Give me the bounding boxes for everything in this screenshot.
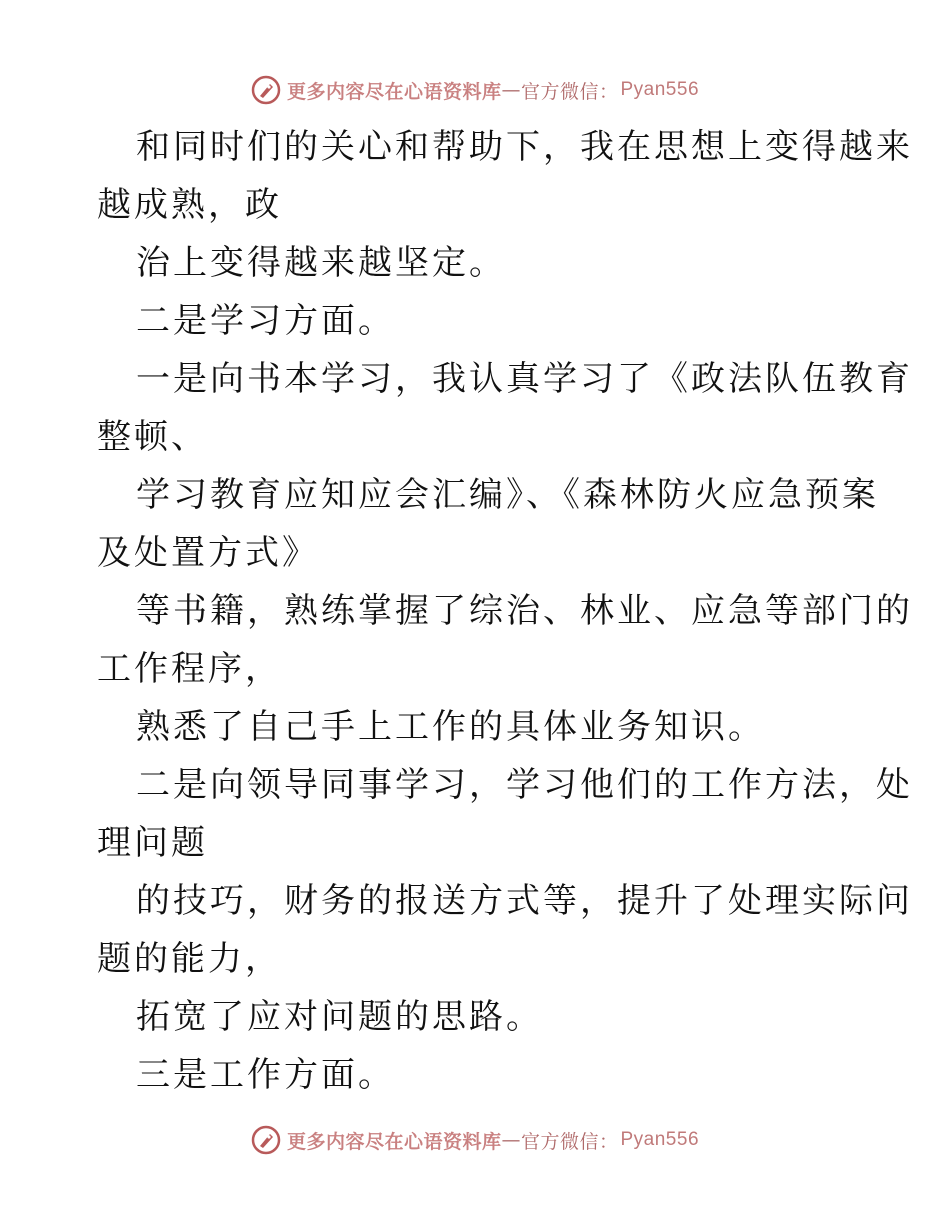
text-line: 拓宽了应对问题的思路。: [136, 997, 543, 1037]
watermark-separator: —: [501, 79, 521, 101]
watermark-separator: —: [501, 1129, 521, 1151]
watermark-main-text: 更多内容尽在心语资料库: [286, 1130, 502, 1153]
text-line: 二是学习方面。: [136, 301, 395, 341]
text-line: 一是向书本学习，我认真学习了《政法队伍教育: [136, 359, 913, 399]
pen-nib-logo-icon: [251, 75, 281, 105]
text-line: 越成熟，政: [97, 185, 282, 225]
watermark-sub-text: 官方微信：: [520, 1130, 619, 1153]
text-line: 的技巧，财务的报送方式等，提升了处理实际问: [136, 881, 913, 921]
watermark-id: Pyan556: [620, 1129, 700, 1150]
pen-nib-logo-icon: [251, 1125, 281, 1155]
watermark-sub-text: 官方微信：: [520, 80, 619, 103]
text-line: 三是工作方面。: [136, 1055, 395, 1095]
text-line: 等书籍，熟练掌握了综治、林业、应急等部门的: [136, 591, 913, 631]
text-line: 整顿、: [97, 417, 208, 457]
text-line: 及处置方式》: [97, 533, 319, 573]
text-line: 治上变得越来越坚定。: [136, 243, 506, 283]
text-line: 二是向领导同事学习，学习他们的工作方法，处: [136, 765, 913, 805]
text-line: 理问题: [97, 823, 208, 863]
watermark-main-text: 更多内容尽在心语资料库: [286, 80, 502, 103]
text-line: 题的能力，: [97, 939, 282, 979]
text-line: 熟悉了自己手上工作的具体业务知识。: [136, 707, 765, 747]
text-line: 学习教育应知应会汇编》、《森林防火应急预案: [136, 475, 879, 515]
footer-watermark: [0, 1122, 950, 1158]
text-line: 工作程序，: [97, 649, 282, 689]
text-line: 和同时们的关心和帮助下，我在思想上变得越来: [136, 127, 913, 167]
watermark-id: Pyan556: [620, 79, 700, 100]
header-watermark: [0, 72, 950, 108]
document-body: [97, 118, 913, 1104]
